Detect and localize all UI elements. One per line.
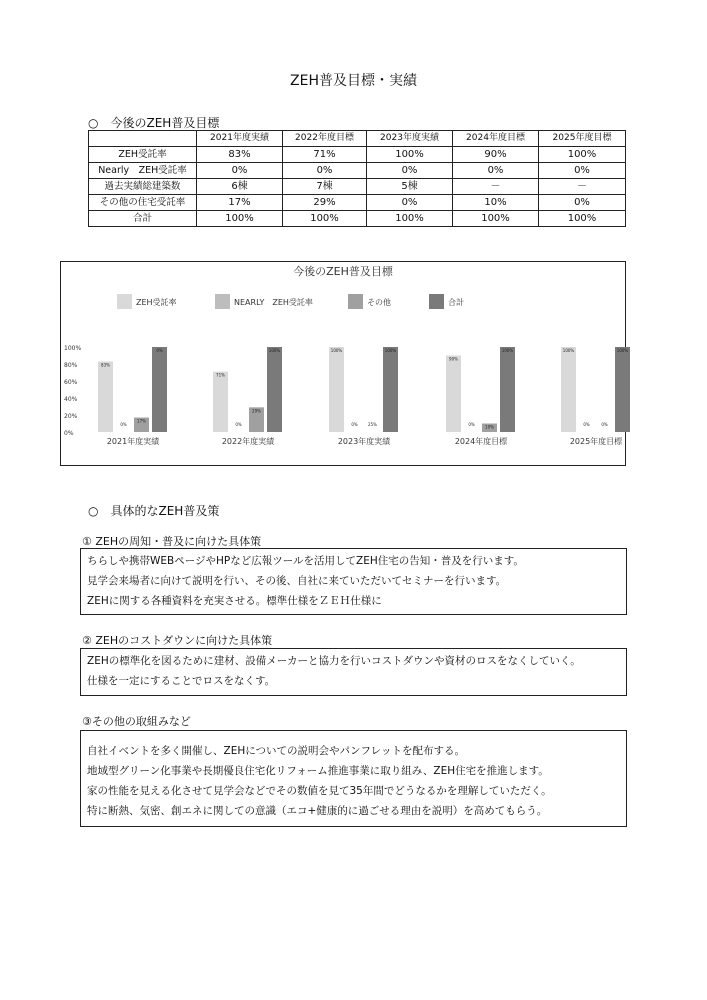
y-tick-label: 100% — [64, 345, 82, 352]
data-label: 100% — [562, 348, 575, 353]
data-label: 100% — [501, 348, 514, 353]
bar — [329, 347, 344, 432]
section-heading-measures — [88, 502, 219, 519]
table-cell: 71% — [283, 147, 367, 163]
data-label: 0% — [156, 348, 163, 353]
data-label: 90% — [449, 356, 458, 362]
table-header-cell — [89, 131, 197, 147]
bar — [383, 347, 398, 432]
data-label: 71% — [216, 372, 225, 378]
y-tick-label: 80% — [64, 362, 78, 369]
bar — [446, 356, 461, 433]
chart-frame — [60, 261, 629, 466]
legend-swatch — [215, 294, 230, 309]
table-cell: 29% — [283, 195, 367, 211]
data-label: 0% — [235, 422, 242, 427]
data-label: 0% — [120, 422, 127, 427]
row-label: 合計 — [89, 211, 197, 227]
data-label: 83% — [101, 362, 110, 368]
table-cell: 7棟 — [283, 179, 367, 195]
chart-title: 今後のZEH普及目標 — [293, 265, 393, 278]
data-label: 100% — [616, 348, 629, 353]
bar — [561, 347, 576, 432]
measure-line: 自社イベントを多く開催し、ZEHについての説明会やパンフレットを配布する。 — [87, 745, 465, 757]
table-cell: 0% — [367, 163, 453, 179]
legend-label: その他 — [367, 298, 391, 307]
table-cell: 0% — [539, 163, 626, 179]
table-cell: 100% — [367, 147, 453, 163]
table-cell: 0% — [283, 163, 367, 179]
table-cell: 0% — [367, 195, 453, 211]
page-title: ZEH普及目標・実績 — [290, 73, 417, 89]
row-label: その他の住宅受託率 — [89, 195, 197, 211]
legend-swatch — [117, 294, 132, 309]
table-cell: － — [453, 179, 539, 195]
bar — [615, 347, 630, 432]
legend-swatch — [348, 294, 363, 309]
measure-heading: ① ZEHの周知・普及に向けた具体策 — [82, 535, 262, 548]
measure-heading: ② ZEHのコストダウンに向けた具体策 — [82, 634, 273, 647]
bar — [213, 372, 228, 432]
table-cell: 100% — [197, 211, 283, 227]
data-label: 0% — [583, 422, 590, 427]
measure-line: ZEHの標準化を図るために建材、設備メーカーと協力を行いコストダウンや資材のロスをなくしていく。 — [87, 655, 581, 667]
legend-label: NEARLY ZEH受託率 — [234, 298, 313, 307]
table-cell: 5棟 — [367, 179, 453, 195]
table-row — [89, 147, 626, 163]
table-cell: 83% — [197, 147, 283, 163]
measure-box — [80, 648, 627, 696]
section-marker: ○ — [88, 504, 99, 518]
data-label: 17% — [137, 418, 146, 424]
section-heading-targets — [88, 114, 219, 131]
table-row — [89, 179, 626, 195]
x-tick-label: 2025年度目標 — [569, 437, 623, 446]
measure-box — [80, 548, 627, 615]
measure-line: ZEHに関する各種資料を充実させる。標準仕様をＺＥＨ仕様に — [87, 595, 382, 607]
legend-label: ZEH受託率 — [136, 298, 177, 307]
y-tick-label: 0% — [64, 430, 74, 437]
table-header-cell: 2022年度目標 — [283, 131, 367, 147]
legend-label: 合計 — [448, 298, 464, 307]
section-title: 具体的なZEH普及策 — [110, 504, 220, 518]
data-label: 0% — [468, 422, 475, 427]
table-cell: 100% — [539, 147, 626, 163]
bar — [98, 361, 113, 432]
table-row — [89, 163, 626, 179]
section-title: 今後のZEH普及目標 — [110, 116, 220, 130]
bar — [500, 347, 515, 432]
section-marker: ○ — [88, 116, 99, 130]
bar-chart — [61, 262, 629, 465]
y-tick-label: 60% — [64, 379, 78, 386]
table-cell: 100% — [367, 211, 453, 227]
y-tick-label: 40% — [64, 396, 78, 403]
targets-table — [88, 130, 626, 227]
measure-line: ちらしや携帯WEBページやHPなど広報ツールを活用してZEH住宅の告知・普及を行います。 — [87, 555, 524, 567]
table-header-cell: 2023年度実績 — [367, 131, 453, 147]
data-label: 100% — [330, 348, 343, 353]
table-header-row — [89, 131, 626, 147]
table-header-cell: 2024年度目標 — [453, 131, 539, 147]
row-label: ZEH受託率 — [89, 147, 197, 163]
table-cell: 0% — [197, 163, 283, 179]
bar — [267, 347, 282, 432]
x-tick-label: 2022年度実績 — [221, 437, 275, 446]
data-label: 0% — [351, 422, 358, 427]
data-label: 25% — [368, 422, 377, 427]
table-cell: － — [539, 179, 626, 195]
table-cell: 100% — [539, 211, 626, 227]
row-label: Nearly ZEH受託率 — [89, 163, 197, 179]
measure-line: 地域型グリーン化事業や長期優良住宅化リフォーム推進事業に取り組み、ZEH住宅を推進します。 — [87, 765, 549, 777]
legend-swatch — [429, 294, 444, 309]
x-tick-label: 2021年度実績 — [106, 437, 160, 446]
x-tick-label: 2023年度実績 — [337, 437, 391, 446]
table-row — [89, 211, 626, 227]
table-cell: 0% — [453, 163, 539, 179]
measure-box — [80, 730, 627, 827]
table-header-cell: 2021年度実績 — [197, 131, 283, 147]
table-header-cell: 2025年度目標 — [539, 131, 626, 147]
bar — [152, 347, 167, 432]
row-label: 過去実績総建築数 — [89, 179, 197, 195]
data-label: 0% — [601, 422, 608, 427]
measure-line: 見学会来場者に向けて説明を行い、その後、自社に来ていただいてセミナーを行います。 — [87, 575, 507, 587]
data-label: 10% — [485, 424, 494, 430]
table-cell: 10% — [453, 195, 539, 211]
data-label: 29% — [252, 408, 261, 414]
measure-heading: ③その他の取組みなど — [82, 715, 191, 728]
data-label: 100% — [384, 348, 397, 353]
table-cell: 17% — [197, 195, 283, 211]
measure-line: 家の性能を見える化させて見学会などでその数値を見て35年間でどうなるかを理解していただく。 — [87, 785, 552, 797]
measure-line: 仕様を一定にすることでロスをなくす。 — [87, 675, 276, 687]
table-cell: 100% — [453, 211, 539, 227]
table-cell: 90% — [453, 147, 539, 163]
data-label: 100% — [268, 348, 281, 353]
x-tick-label: 2024年度目標 — [454, 437, 508, 446]
measure-line: 特に断熱、気密、創エネに関しての意識（エコ+健康的に過ごせる理由を説明）を高めてもらう。 — [87, 805, 548, 817]
table-cell: 100% — [283, 211, 367, 227]
y-tick-label: 20% — [64, 413, 78, 420]
table-cell: 0% — [539, 195, 626, 211]
table-row — [89, 195, 626, 211]
table-cell: 6棟 — [197, 179, 283, 195]
